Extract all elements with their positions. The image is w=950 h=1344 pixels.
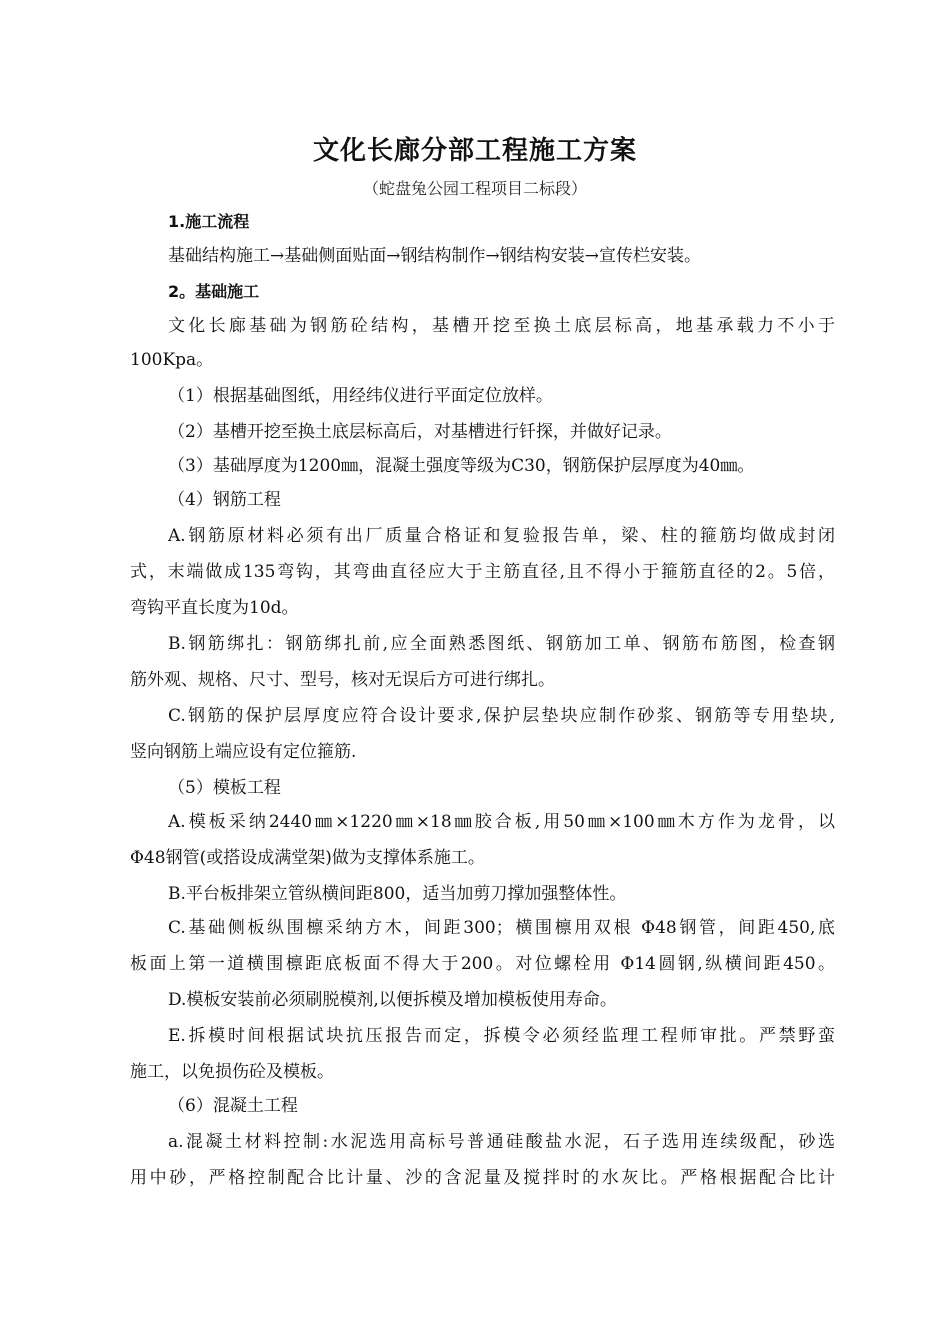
- paragraph-line: 施工，以免损伤砼及模板。: [130, 1062, 334, 1082]
- paragraph-line: 100Kpa。: [130, 350, 214, 370]
- paragraph-line: 竖向钢筋上端应设有定位箍筋.: [130, 742, 357, 762]
- paragraph-line: E.拆模时间根据试块抗压报告而定，拆模令必须经监理工程师审批。严禁野蛮: [168, 1026, 835, 1046]
- paragraph-line: 板面上第一道横围檩距底板面不得大于200。对位螺栓用 Φ14圆钢,纵横间距450。: [130, 954, 835, 974]
- paragraph-line: C.基础侧板纵围檩采纳方木，间距300；横围檩用双根 Φ48钢管，间距450,底: [168, 918, 835, 938]
- list-item: （5）模板工程: [168, 778, 281, 798]
- section-heading-foundation: 2。基础施工: [168, 282, 260, 301]
- document-title: 文化长廊分部工程施工方案: [312, 136, 637, 166]
- paragraph-line: D.模板安装前必须刷脱模剂,以便拆模及增加模板使用寿命。: [168, 990, 617, 1010]
- paragraph-line: 弯钩平直长度为10d。: [130, 598, 299, 618]
- paragraph-line: 式，末端做成135弯钩，其弯曲直径应大于主筋直径,且不得小于箍筋直径的2。5倍，: [130, 562, 835, 582]
- paragraph-line: A.钢筋原材料必须有出厂质量合格证和复验报告单，梁、柱的箍筋均做成封闭: [168, 526, 835, 546]
- document-subtitle: （蛇盘兔公园工程项目二标段）: [362, 179, 587, 198]
- section-heading-process: 1.施工流程: [168, 212, 250, 231]
- paragraph-line: Φ48钢管(或搭设成满堂架)做为支撑体系施工。: [130, 848, 485, 868]
- process-flow-text: 基础结构施工→基础侧面贴面→钢结构制作→钢结构安装→宣传栏安装。: [168, 246, 701, 266]
- paragraph-line: 用中砂，严格控制配合比计量、沙的含泥量及搅拌时的水灰比。严格根据配合比计: [130, 1168, 835, 1188]
- paragraph-line: A.模板采纳2440㎜×1220㎜×18㎜胶合板,用50㎜×100㎜木方作为龙骨，以: [168, 812, 835, 832]
- paragraph-line: 筋外观、规格、尺寸、型号，核对无误后方可进行绑扎。: [130, 670, 555, 690]
- paragraph-line: B.钢筋绑扎：钢筋绑扎前,应全面熟悉图纸、钢筋加工单、钢筋布筋图，检查钢: [168, 634, 835, 654]
- list-item: （2）基槽开挖至换土底层标高后，对基槽进行钎探，并做好记录。: [168, 422, 672, 442]
- list-item: （1）根据基础图纸，用经纬仪进行平面定位放样。: [168, 386, 553, 406]
- paragraph-line: a.混凝土材料控制:水泥选用高标号普通硅酸盐水泥，石子选用连续级配，砂选: [168, 1132, 835, 1152]
- list-item: （6）混凝土工程: [168, 1096, 298, 1116]
- list-item: （3）基础厚度为1200㎜，混凝土强度等级为C30，钢筋保护层厚度为40㎜。: [168, 456, 755, 476]
- list-item: （4）钢筋工程: [168, 490, 281, 510]
- paragraph-line: 文化长廊基础为钢筋砼结构，基槽开挖至换土底层标高，地基承载力不小于: [168, 316, 835, 336]
- paragraph-line: C.钢筋的保护层厚度应符合设计要求,保护层垫块应制作砂浆、钢筋等专用垫块,: [168, 706, 835, 726]
- paragraph-line: B.平台板排架立管纵横间距800，适当加剪刀撑加强整体性。: [168, 884, 627, 904]
